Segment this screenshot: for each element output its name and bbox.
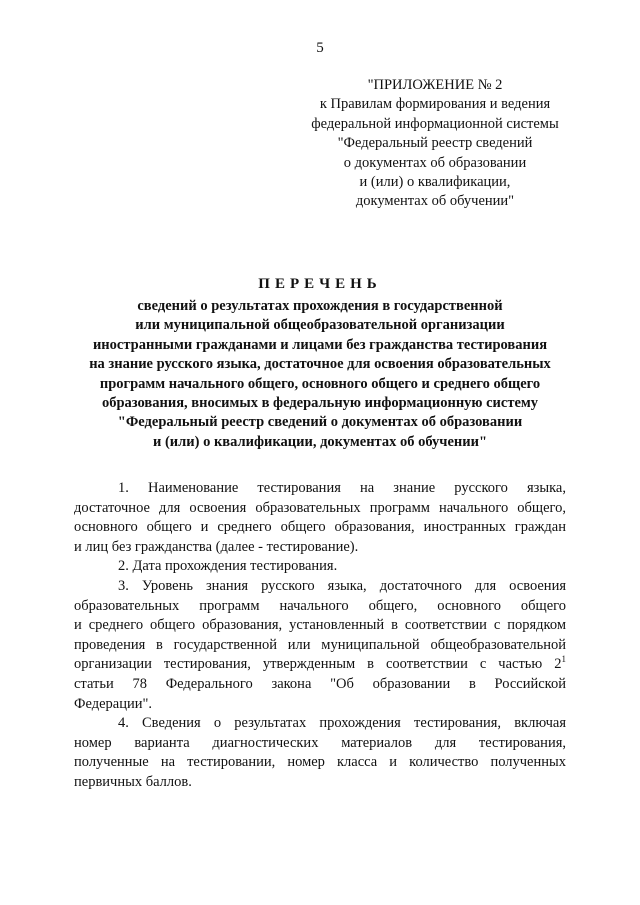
appendix-line: о документах об образовании — [343, 154, 527, 171]
item-1-line: и лиц без гражданства (далее - тестирование). — [74, 538, 359, 555]
appendix-header — [296, 76, 574, 212]
subtitle-line: программ начального общего, основного общего и среднего общего — [99, 375, 541, 392]
document-title: ПЕРЕЧЕНЬ — [258, 276, 382, 292]
item-3-line: образовательных программ начального общего, основного общего — [74, 597, 566, 614]
subtitle-line: на знание русского языка, достаточное для освоения образовательных — [89, 356, 551, 373]
item-4-line: номер варианта диагностических материалов для тестирования, — [74, 734, 566, 751]
item-3-line-text: организации тестирования, утвержденным в соответствии с частью 2 — [74, 656, 562, 673]
subtitle-line: образования, вносимых в федеральную информационную систему — [101, 395, 539, 412]
item-3-line: проведения в государственной или муниципальной общеобразовательной — [74, 636, 566, 653]
document-subtitle — [60, 297, 580, 452]
subtitle-line: "Федеральный реестр сведений о документах об образовании — [117, 414, 523, 431]
item-4-line: 4. Сведения о результатах прохождения тестирования, включая — [118, 715, 566, 732]
appendix-line: к Правилам формирования и ведения — [319, 96, 551, 113]
appendix-line: "ПРИЛОЖЕНИЕ № 2 — [367, 77, 503, 93]
subtitle-line: иностранными гражданами и лицами без гражданства тестирования — [92, 336, 548, 353]
subtitle-line: сведений о результатах прохождения в государственной — [137, 298, 503, 314]
subtitle-line: и (или) о квалификации, документах об обучении" — [152, 433, 488, 450]
item-3-line: Федерации". — [74, 695, 153, 712]
item-1-line: основного общего и среднего общего образования, иностранных граждан — [74, 519, 566, 536]
item-3-line: статьи 78 Федерального закона "Об образовании в Российской — [74, 675, 566, 692]
item-1-line: 1. Наименование тестирования на знание русского языка, — [118, 480, 566, 496]
document-body — [74, 479, 566, 793]
item-2-line: 2. Дата прохождения тестирования. — [118, 558, 338, 575]
item-3-line: 3. Уровень знания русского языка, достаточного для освоения — [118, 577, 566, 594]
item-4-line: первичных баллов. — [74, 773, 192, 790]
item-3-line: и среднего общего образования, установленный в соответствии с порядком — [74, 617, 566, 634]
item-4-line: полученные на тестировании, номер класса и количество полученных — [74, 754, 566, 771]
footnote-superscript: 1 — [561, 654, 566, 665]
appendix-line: и (или) о квалификации, — [359, 174, 511, 191]
item-3-line-with-footnote — [74, 655, 566, 675]
appendix-line: "Федеральный реестр сведений — [337, 135, 533, 152]
item-1-line: достаточное для освоения образовательных программ начального общего, — [74, 499, 566, 516]
subtitle-line: или муниципальной общеобразовательной организации — [135, 317, 505, 334]
appendix-line: документах об обучении" — [355, 193, 515, 210]
page-number: 5 — [316, 40, 324, 56]
appendix-line: федеральной информационной системы — [311, 115, 559, 132]
